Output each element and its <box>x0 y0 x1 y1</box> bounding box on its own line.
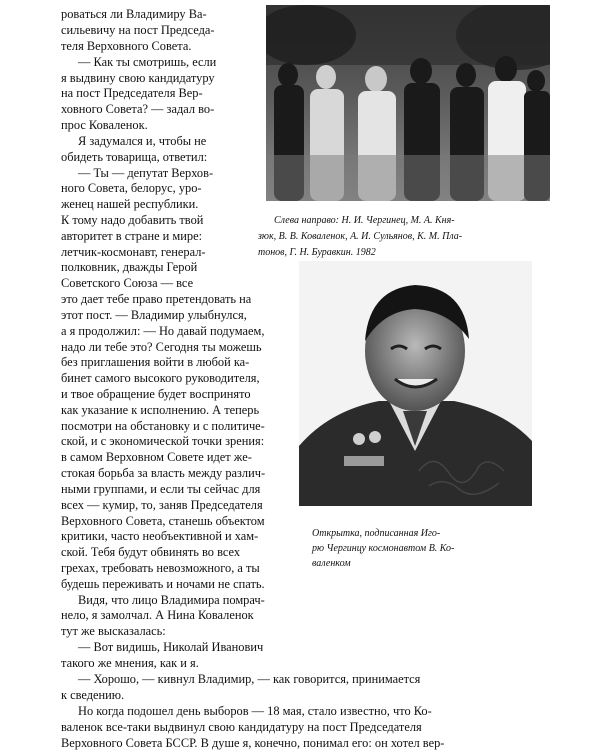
text-line: К тому надо добавить твой <box>61 213 204 227</box>
text-line: ской. Тебя будут обвинять во всех <box>61 545 241 559</box>
text-line: — Как ты смотришь, если <box>78 55 217 69</box>
text-line: как указание к исполнению. А теперь <box>61 403 260 417</box>
text-line: будешь переживать и ночами не спать. <box>61 577 265 591</box>
text-line: летчик-космонавт, генерал- <box>61 245 206 259</box>
photo-caption-line: тонов, Г. Н. Буравкин. 1982 <box>258 247 376 258</box>
text-line: обидеть товарища, ответил: <box>61 150 208 164</box>
text-line: Видя, что лицо Владимира помрач- <box>78 593 265 607</box>
text-line: такого же мнения, как и я. <box>61 656 199 670</box>
group-photo <box>266 5 550 201</box>
text-line: полковник, дважды Герой <box>61 260 198 274</box>
text-line: Верховного Совета, станешь объектом <box>61 514 265 528</box>
text-line: без приглашения войти в любой ка- <box>61 355 250 369</box>
text-line: ской, и с экономической точки зрения: <box>61 434 265 448</box>
text-line: посмотри на обстановку и с политиче- <box>61 419 265 433</box>
text-line: женец нашей республики. <box>61 197 199 211</box>
text-line: этот пост. — Владимир улыбнулся, <box>61 308 247 322</box>
text-line: Советского Союза — все <box>61 276 194 290</box>
text-line: я выдвину свою кандидатуру <box>61 71 215 85</box>
text-line: прос Коваленок. <box>61 118 148 132</box>
text-line: на пост Председателя Вер- <box>61 86 203 100</box>
text-line: Верховного Совета БССР. В душе я, конечно, понимал его: он хотел вер- <box>61 736 445 750</box>
text-line: нело, я замолчал. А Нина Коваленок <box>61 608 254 622</box>
photo-caption-line: зюк, В. В. Коваленок, А. И. Сульянов, К. М. Пла- <box>258 231 463 242</box>
text-line: ными группами, и если ты сейчас для <box>61 482 261 496</box>
text-line: авторитет в стране и мире: <box>61 229 203 243</box>
text-line: бинет самого высокого руководителя, <box>61 371 260 385</box>
text-line: к сведению. <box>61 688 125 702</box>
text-line: сильевичу на пост Председа- <box>61 23 215 37</box>
text-line: Но когда подошел день выборов — 18 мая, стало известно, что Ко- <box>78 704 432 718</box>
portrait-photo <box>299 261 532 506</box>
text-line: а я продолжил: — Но давай подумаем, <box>61 324 265 338</box>
text-line: это дает тебе право претендовать на <box>61 292 252 306</box>
photo-caption-line: Открытка, подписанная Иго- <box>312 528 441 539</box>
text-line: грехах, требовать невозможного, а ты <box>61 561 260 575</box>
text-line: критики, часто необъективной и хам- <box>61 529 259 543</box>
text-line: всех — кумир, то, заняв Председателя <box>61 498 263 512</box>
text-line: стокая борьба за власть между различ- <box>61 466 266 480</box>
text-line: теля Верховного Совета. <box>61 39 192 53</box>
text-line: валенок все-таки выдвинул свою кандидатуру на пост Председателя <box>61 720 422 734</box>
text-line: Я задумался и, чтобы не <box>78 134 207 148</box>
photo-caption-line: рю Чергинцу космонавтом В. Ко- <box>312 543 455 554</box>
text-line: ховного Совета? — задал во- <box>61 102 215 116</box>
text-line: надо ли тебе это? Сегодня ты можешь <box>61 340 262 354</box>
text-line: тут же высказалась: <box>61 624 166 638</box>
photo-caption-line: Слева направо: Н. И. Чергинец, М. А. Кня- <box>274 215 455 226</box>
text-line: — Хорошо, — кивнул Владимир, — как говорится, принимается <box>78 672 421 686</box>
text-line: и твое обращение будет воспринято <box>61 387 251 401</box>
text-line: — Вот видишь, Николай Иванович <box>78 640 264 654</box>
text-line: ного Совета, белорус, уро- <box>61 181 202 195</box>
photo-caption-line: валенком <box>312 558 351 569</box>
text-line: — Ты — депутат Верхов- <box>78 166 214 180</box>
text-line: в самом Верховном Совете идет же- <box>61 450 252 464</box>
text-line: ровaться ли Владимиру Ва- <box>61 7 207 21</box>
